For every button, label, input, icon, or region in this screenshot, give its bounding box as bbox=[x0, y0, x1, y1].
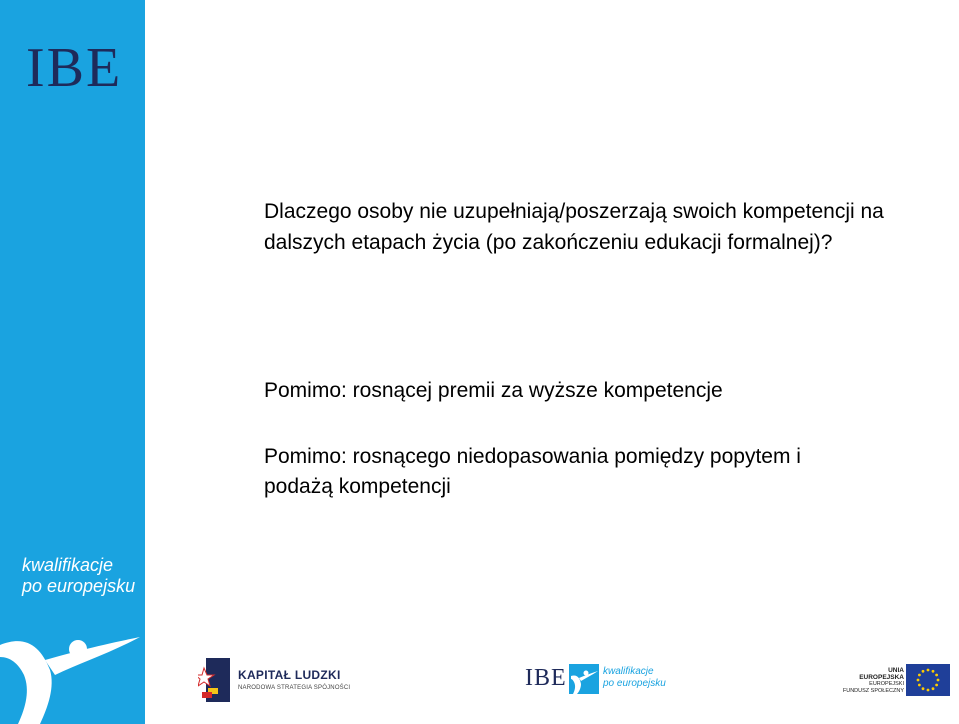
point-2: Pomimo: rosnącego niedopasowania pomiędzy popytem i podażą kompetencji bbox=[264, 445, 801, 498]
ibe-footer-figure-icon bbox=[569, 664, 599, 694]
kapital-ludzki-logo bbox=[198, 656, 351, 704]
figure-logo-icon bbox=[0, 615, 145, 724]
tagline-line-1: kwalifikacje bbox=[22, 555, 114, 575]
ibe-logo: IBE bbox=[26, 37, 123, 99]
sidebar bbox=[0, 0, 145, 724]
point-1: Pomimo: rosnącej premii za wyższe kompetencje bbox=[264, 379, 723, 402]
ibe-footer-text: IBE bbox=[525, 665, 567, 691]
ibe-footer-tagline bbox=[603, 666, 666, 690]
eu-flag-icon bbox=[906, 664, 950, 696]
eu-line-3: FUNDUSZ SPOŁECZNY bbox=[842, 688, 904, 694]
slide-content bbox=[264, 196, 924, 498]
eu-line-2: EUROPEJSKI bbox=[869, 681, 904, 687]
kapital-ludzki-title: KAPITAŁ LUDZKI bbox=[238, 668, 341, 682]
kapital-ludzki-subtitle: NARODOWA STRATEGIA SPÓJNOŚCI bbox=[238, 685, 351, 691]
eu-logo bbox=[842, 664, 950, 698]
eu-text bbox=[842, 667, 904, 695]
ibe-footer-tagline-2: po europejsku bbox=[603, 678, 666, 689]
tagline-line-2: po europejsku bbox=[22, 576, 136, 596]
slide-question: Dlaczego osoby nie uzupełniają/poszerzają swoich kompetencji na dalszych etapach życia (po zakończeniu edukacji formalnej)? bbox=[264, 200, 884, 254]
kapital-ludzki-star-icon bbox=[198, 658, 234, 702]
sidebar-tagline bbox=[22, 555, 135, 597]
eu-line-1: UNIA EUROPEJSKA bbox=[859, 667, 904, 681]
ibe-footer-tagline-1: kwalifikacje bbox=[603, 666, 654, 677]
